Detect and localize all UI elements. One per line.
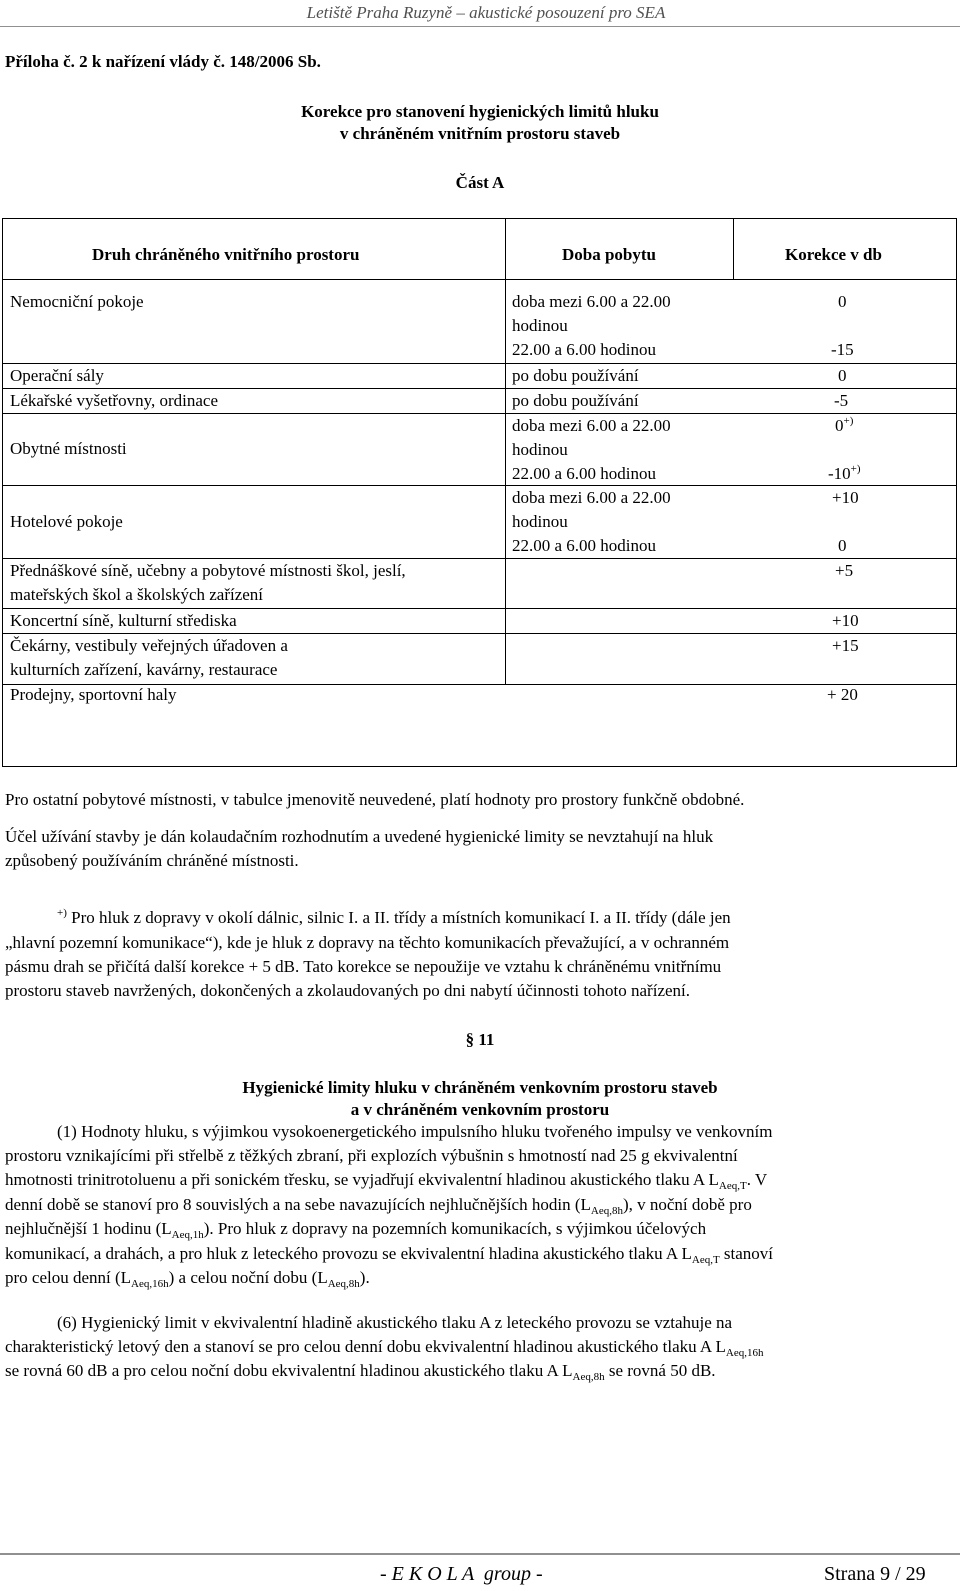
table-row-line (2, 279, 957, 280)
paragraph-1-line (5, 1169, 955, 1193)
table-cell-room: Přednáškové síně, učebny a pobytové místnosti škol, jeslí, (10, 561, 406, 580)
paragraph-1-line: (1) Hodnoty hluku, s výjimkou vysokoenergetického impulsního hluku tvořeného impulsy ve venkovním (57, 1122, 773, 1141)
table-cell-time: po dobu používání (512, 391, 639, 410)
text: ) a celou noční dobu (L (168, 1268, 328, 1287)
table-cell-correction: +10 (832, 611, 859, 630)
footnote-line: prostoru staveb navržených, dokončených a zkolaudovaných po dni nabytí účinnosti tohoto nařízení. (5, 981, 691, 1000)
table-row-line (2, 413, 957, 414)
table-row-line (2, 633, 957, 634)
subscript: Aeq,1h (171, 1229, 204, 1241)
running-header (0, 2, 960, 23)
text: komunikací, a drahách, a pro hluk z leteckého provozu se ekvivalentní hladina akustického tlaku A L (5, 1244, 692, 1263)
footnote-line (57, 907, 731, 931)
subscript: Aeq,T (691, 1254, 720, 1266)
heading-line1: Korekce pro stanovení hygienických limitů hluku (301, 102, 659, 121)
table-cell-time: hodinou (512, 512, 568, 531)
table-cell-time: hodinou (512, 316, 568, 335)
section-title: Hygienické limity hluku v chráněném venkovním prostoru staveb (242, 1078, 718, 1097)
subscript: Aeq,16h (725, 1347, 764, 1359)
table-border-top (2, 218, 957, 219)
footnote-marker: +) (850, 463, 861, 475)
table-col-divider-2 (733, 218, 734, 279)
table-cell-correction: 0 (838, 366, 847, 385)
table-row-line (2, 388, 957, 389)
header-stay-time: Doba pobytu (562, 245, 657, 264)
paragraph-1-line (5, 1267, 955, 1291)
table-cell-correction: +15 (832, 636, 859, 655)
footer-page-number: Strana 9 / 29 (824, 1563, 926, 1585)
subscript: Aeq,8h (327, 1278, 360, 1290)
table-border-bottom (2, 766, 957, 767)
text: hmotnosti trinitrotoluenu a při sonickém třesku, se vyjadřují ekvivalentní hladinou akustického tlaku A L (5, 1170, 719, 1189)
footnote-line: pásmu drah se přičítá další korekce + 5 dB. Tato korekce se nepoužije ve vztahu k chráněnému vnitřnímu (5, 957, 722, 976)
table-cell-room: Čekárny, vestibuly veřejných úřadoven a (10, 636, 288, 655)
table-cell-room: Nemocniční pokoje (10, 292, 144, 311)
table-cell-time: doba mezi 6.00 a 22.00 (512, 292, 671, 311)
text: se rovná 50 dB. (604, 1361, 716, 1380)
paragraph-6-line (5, 1336, 955, 1360)
header-correction: Korekce v db (785, 245, 882, 264)
table-cell-correction: -5 (834, 391, 849, 410)
subscript: Aeq,8h (572, 1371, 605, 1383)
section-title: a v chráněném venkovním prostoru (350, 1100, 610, 1119)
paragraph-1-line (5, 1194, 955, 1218)
table-cell-correction: 0 (838, 292, 847, 311)
text: . V (746, 1170, 768, 1189)
text: pro celou denní (L (5, 1268, 132, 1287)
paragraph-6-line (5, 1360, 955, 1384)
table-cell-time: 22.00 a 6.00 hodinou (512, 536, 657, 555)
text: charakteristický letový den a stanoví se pro celou denní dobu ekvivalentní hladinou akustického tlaku A L (5, 1337, 726, 1356)
table-col-divider-1 (505, 218, 506, 685)
correction-value: 0 (835, 416, 844, 435)
table-cell-room: Prodejny, sportovní haly (10, 685, 177, 704)
footnote-text: Pro hluk z dopravy v okolí dálnic, silnic I. a II. třídy a místních komunikací I. a II. třídy (dále jen (71, 908, 731, 927)
table-cell-time: po dobu používání (512, 366, 639, 385)
table-cell-correction (835, 415, 853, 439)
text: ). Pro hluk z dopravy na pozemních komunikacích, s výjimkou účelových (203, 1219, 707, 1238)
note-other-rooms: Pro ostatní pobytové místnosti, v tabulce jmenovitě neuvedené, platí hodnoty pro prostory funkčně obdobné. (5, 790, 745, 809)
table-cell-correction (828, 463, 861, 487)
part-heading: Část A (455, 173, 505, 192)
table-cell-correction: + 20 (827, 685, 858, 704)
paragraph-6-line: (6) Hygienický limit v ekvivalentní hladině akustického tlaku A z leteckého provozu se vztahuje na (57, 1313, 733, 1332)
footer-company: - E K O L A group - (380, 1563, 543, 1585)
table-cell-correction: -15 (831, 340, 854, 359)
table-cell-room: mateřských škol a školských zařízení (10, 585, 264, 604)
running-title: Letiště Praha Ruzyně – akustické posouzení pro SEA (306, 3, 666, 22)
text: nejhlučnější 1 hodinu (L (5, 1219, 172, 1238)
header-room-type: Druh chráněného vnitřního prostoru (92, 245, 360, 264)
footnote-marker: +) (57, 907, 67, 919)
paragraph-1-line: prostoru vznikajícími při střelbě z těžkých zbraní, při explozích výbušnin s hmotností nad 25 g ekvivalentní (5, 1146, 738, 1165)
table-cell-time: 22.00 a 6.00 hodinou (512, 464, 657, 483)
text: se rovná 60 dB a pro celou noční dobu ekvivalentní hladinou akustického tlaku A L (5, 1361, 573, 1380)
table-cell-room: Koncertní síně, kulturní střediska (10, 611, 237, 630)
subscript: Aeq,T (718, 1180, 747, 1192)
table-row-line (2, 608, 957, 609)
heading-line2: v chráněném vnitřním prostoru staveb (339, 124, 621, 143)
note-purpose-line: Účel užívání stavby je dán kolaudačním rozhodnutím a uvedené hygienické limity se nevztahují na hluk (5, 827, 714, 846)
footnote-line: „hlavní pozemní komunikace“), kde je hluk z dopravy na těchto komunikacích převažující, a v ochranném (5, 933, 730, 952)
table-cell-room: Obytné místnosti (10, 439, 127, 458)
footer-rule (0, 1553, 960, 1555)
annex-title: Příloha č. 2 k nařízení vlády č. 148/2006 Sb. (5, 52, 321, 71)
corrections-table (2, 218, 957, 766)
table-cell-time: doba mezi 6.00 a 22.00 (512, 416, 671, 435)
correction-value: -10 (828, 464, 851, 483)
table-cell-correction: +5 (835, 561, 854, 580)
table-row-line (2, 558, 957, 559)
subscript: Aeq,16h (131, 1278, 169, 1290)
table-cell-correction: 0 (838, 536, 847, 555)
table-row-line (2, 363, 957, 364)
text: stanoví (719, 1244, 774, 1263)
table-cell-room: kulturních zařízení, kavárny, restaurace (10, 660, 278, 679)
table-cell-time: 22.00 a 6.00 hodinou (512, 340, 657, 359)
table-row-line (2, 485, 957, 486)
paragraph-1-line (5, 1218, 955, 1242)
subscript: Aeq,8h (590, 1205, 623, 1217)
footnote-marker: +) (843, 415, 854, 427)
text: denní době se stanoví pro 8 souvislých a na sebe navazujících nejhlučnějších hodin (L (5, 1195, 591, 1214)
table-cell-room: Hotelové pokoje (10, 512, 123, 531)
table-cell-correction: +10 (832, 488, 859, 507)
table-cell-time: hodinou (512, 440, 568, 459)
table-cell-room: Lékařské vyšetřovny, ordinace (10, 391, 219, 410)
table-cell-time: doba mezi 6.00 a 22.00 (512, 488, 671, 507)
text: ). (359, 1268, 370, 1287)
note-purpose-line: způsobený používáním chráněné místnosti. (5, 851, 299, 870)
header-rule (0, 26, 960, 27)
text: ), v noční době pro (622, 1195, 752, 1214)
table-cell-room: Operační sály (10, 366, 104, 385)
paragraph-1-line (5, 1243, 955, 1267)
section-number: § 11 (465, 1030, 495, 1049)
